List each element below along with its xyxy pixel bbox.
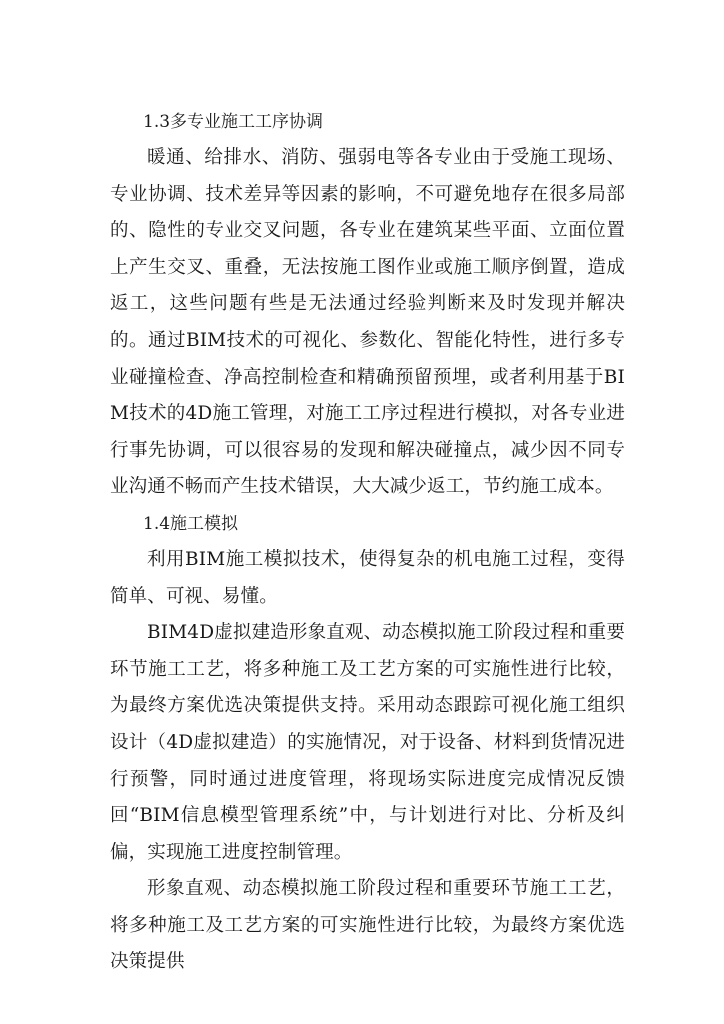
section-heading-1-3: 1.3多专业施工工序协调 bbox=[143, 112, 324, 132]
paragraph-visual-simulation: 形象直观、动态模拟施工阶段过程和重要环节施工工艺，将多种施工及工艺方案的可实施性进行比较，为最终方案优选决策提供 bbox=[110, 878, 625, 973]
document-body bbox=[110, 104, 625, 981]
section-heading-1-4: 1.4施工模拟 bbox=[143, 513, 239, 534]
paragraph-bim4d: BIM4D虚拟建造形象直观、动态模拟施工阶段过程和重要环节施工工艺，将多种施工及工艺方案的可实施性进行比较，为最终方案优选决策提供支持。采用动态跟踪可视化施工组织设计（4D虚拟建造）的实施情况，对于设备、材料到货情况进行预警，同时通过进度管理，将现场实际进度完成情况反馈回“BIM信息模型管理系统”中，与计划进行对比、分析及纠偏，实现施工进度控制管理。 bbox=[110, 622, 625, 863]
paragraph-coordination: 暖通、给排水、消防、强弱电等各专业由于受施工现场、专业协调、技术差异等因素的影响，不可避免地存在很多局部的、隐性的专业交叉问题，各专业在建筑某些平面、立面位置上产生交叉、重叠，无法按施工图作业或施工顺序倒置，造成返工，这些问题有些是无法通过经验判断来及时发现并解决的。通过BIM技术的可视化、参数化、智能化特性，进行多专业碰撞检查、净高控制检查和精确预留预埋，或者利用基于BIM技术的4D施工管理，对施工工序过程进行模拟，对各专业进行事先协调，可以很容易的发现和解决碰撞点，减少因不同专业沟通不畅而产生技术错误，大大减少返工，节约施工成本。 bbox=[110, 147, 625, 498]
paragraph-simulation-intro: 利用BIM施工模拟技术，使得复杂的机电施工过程，变得简单、可视、易懂。 bbox=[110, 548, 625, 607]
